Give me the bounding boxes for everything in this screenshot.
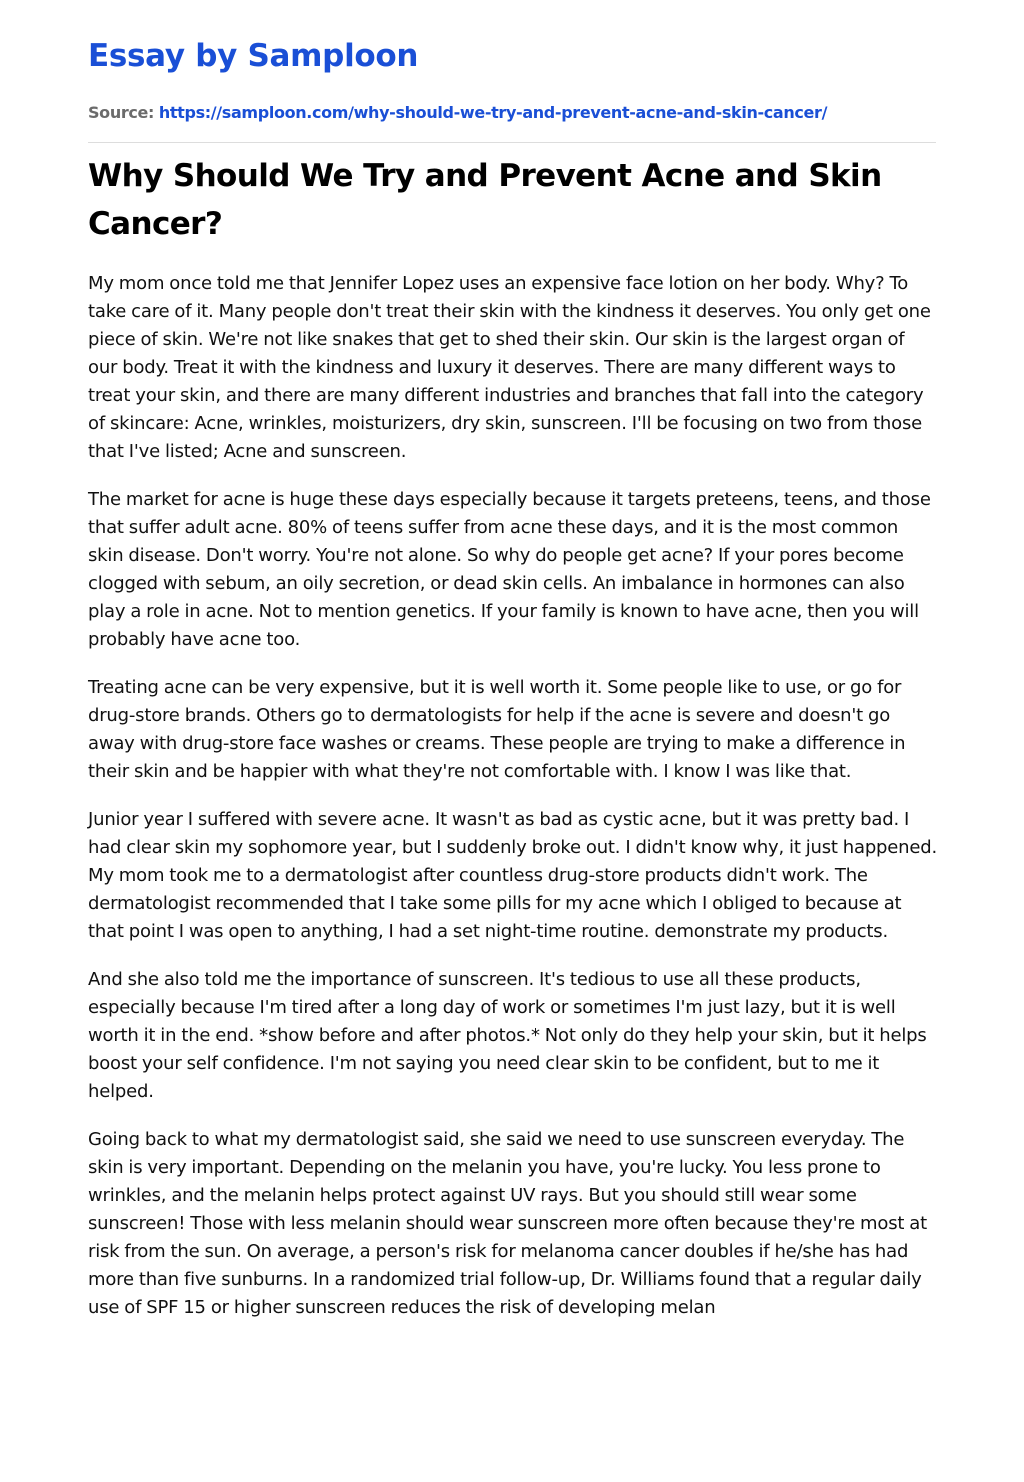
essay-paragraph: Junior year I suffered with severe acne. It wasn't as bad as cystic acne, but it was pretty bad. I had clear skin my sophomore year, but I suddenly broke out. I didn't know why, it just happened. My mom took me to a dermatologist after countless drug-store products didn't work. The dermatologist recommended that I take some pills for my acne which I obliged to because at that point I was open to anything, I had a set night-time routine. demonstrate my products. <box>88 809 937 942</box>
brand-title[interactable]: Essay by Samploon <box>88 38 419 74</box>
source-link[interactable]: https://samploon.com/why-should-we-try-and-prevent-acne-and-skin-cancer/ <box>158 103 828 122</box>
header-divider <box>88 142 936 143</box>
source-label: Source: <box>88 103 155 122</box>
essay-paragraph: Treating acne can be very expensive, but it is well worth it. Some people like to use, or go for drug-store brands. Others go to dermatologists for help if the acne is severe and doesn't go away with drug-store face washes or creams. These people are trying to make a difference in their skin and be happier with what they're not comfortable with. I know I was like that. <box>88 677 906 782</box>
essay-title: Why Should We Try and Prevent Acne and Skin Cancer? <box>88 158 882 242</box>
essay-paragraph: My mom once told me that Jennifer Lopez uses an expensive face lotion on her body. Why? To take care of it. Many people don't treat their skin with the kindness it deserves. You only get one piece of skin. We're not like snakes that get to shed their skin. Our skin is the largest organ of our body. Treat it with the kindness and luxury it deserves. There are many different ways to treat your skin, and there are many different industries and branches that fall into the category of skincare: Acne, wrinkles, moisturizers, dry skin, sunscreen. I'll be focusing on two from those that I've listed; Acne and sunscreen. <box>88 273 931 462</box>
source-line <box>88 102 827 124</box>
essay-body <box>88 270 938 1342</box>
essay-paragraph: And she also told me the importance of sunscreen. It's tedious to use all these products, especially because I'm tired after a long day of work or sometimes I'm just lazy, but it is well worth it in the end. *show before and after photos.* Not only do they help your skin, but it helps boost your self confidence. I'm not saying you need clear skin to be confident, but to me it helped. <box>88 969 927 1102</box>
essay-paragraph: Going back to what my dermatologist said, she said we need to use sunscreen everyday. The skin is very important. Depending on the melanin you have, you're lucky. You less prone to wrinkles, and the melanin helps protect against UV rays. But you should still wear some sunscreen! Those with less melanin should wear sunscreen more often because they're most at risk from the sun. On average, a person's risk for melanoma cancer doubles if he/she has had more than five sunburns. In a randomized trial follow-up, Dr. Williams found that a regular daily use of SPF 15 or higher sunscreen reduces the risk of developing melan <box>88 1129 927 1318</box>
essay-paragraph: The market for acne is huge these days especially because it targets preteens, teens, and those that suffer adult acne. 80% of teens suffer from acne these days, and it is the most common skin disease. Don't worry. You're not alone. So why do people get acne? If your pores become clogged with sebum, an oily secretion, or dead skin cells. An imbalance in hormones can also play a role in acne. Not to mention genetics. If your family is known to have acne, then you will probably have acne too. <box>88 489 931 650</box>
